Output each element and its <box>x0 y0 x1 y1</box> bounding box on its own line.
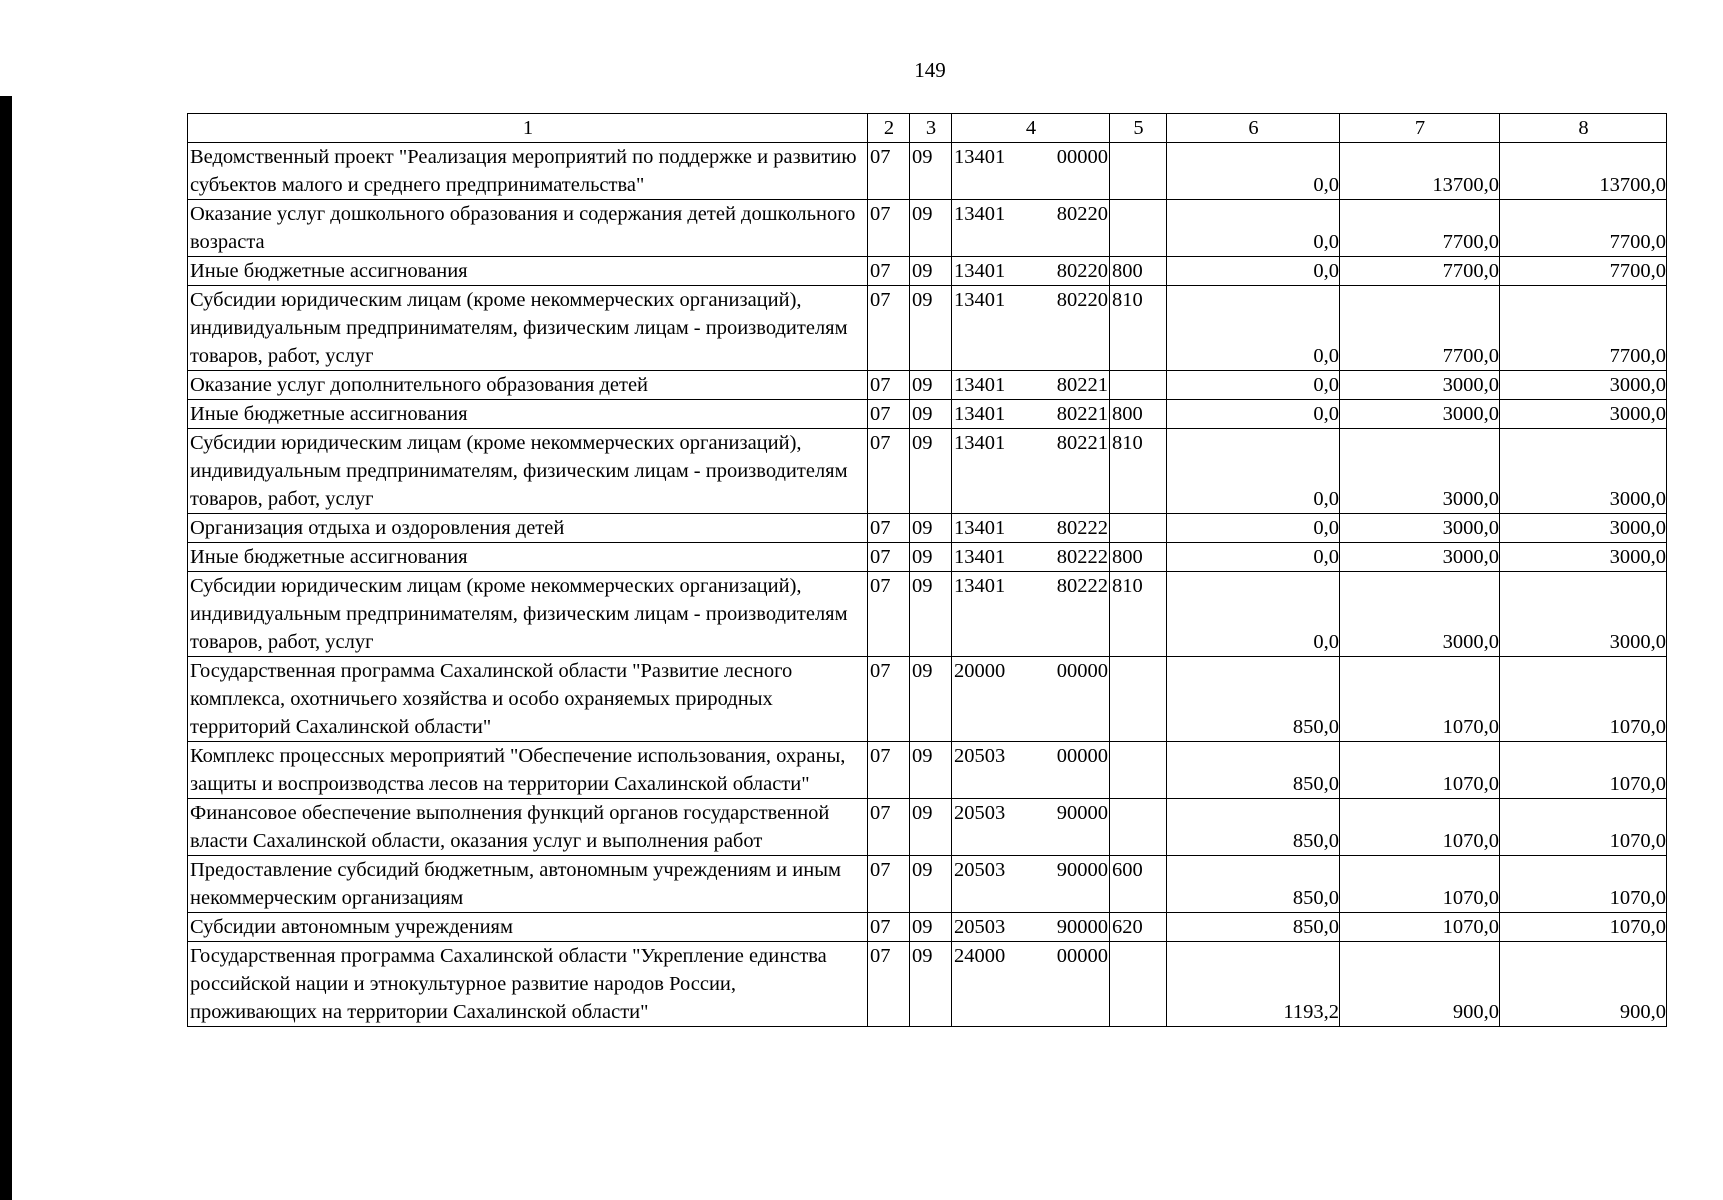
row-csr-program-code: 13401 <box>954 575 1006 597</box>
row-rz-cell: 07 <box>868 572 910 657</box>
header-col-1: 1 <box>188 114 868 143</box>
row-csr-cell <box>952 942 1110 1027</box>
row-csr-program-code: 13401 <box>954 203 1006 225</box>
row-value-col6: 850,0 <box>1167 856 1340 913</box>
row-rz-cell: 07 <box>868 429 910 514</box>
table-row <box>188 657 1667 742</box>
row-value-col7: 900,0 <box>1340 942 1500 1027</box>
row-csr-direction-code: 80222 <box>1056 575 1108 597</box>
row-vr-cell: 620 <box>1110 913 1167 942</box>
row-csr-program-code: 13401 <box>954 374 1006 396</box>
row-value-col8: 3000,0 <box>1500 429 1667 514</box>
row-value-col8: 1070,0 <box>1500 856 1667 913</box>
page-number: 149 <box>914 58 946 82</box>
row-name-cell: Государственная программа Сахалинской области "Укрепление единства российской нации и этнокультурное развитие народов России, проживающих на территории Сахалинской области" <box>188 942 868 1027</box>
row-value-col7: 3000,0 <box>1340 543 1500 572</box>
row-value-col7: 1070,0 <box>1340 856 1500 913</box>
row-rz-cell: 07 <box>868 942 910 1027</box>
row-vr-cell <box>1110 200 1167 257</box>
row-csr-cell <box>952 514 1110 543</box>
row-value-col7: 1070,0 <box>1340 799 1500 856</box>
row-value-col6: 0,0 <box>1167 286 1340 371</box>
row-csr-direction-code: 00000 <box>1056 745 1108 767</box>
row-csr-cell <box>952 543 1110 572</box>
row-vr-cell <box>1110 143 1167 200</box>
row-vr-cell: 810 <box>1110 429 1167 514</box>
row-value-col8: 13700,0 <box>1500 143 1667 200</box>
table-row <box>188 543 1667 572</box>
row-prz-cell: 09 <box>910 543 952 572</box>
row-value-col8: 1070,0 <box>1500 657 1667 742</box>
row-prz-cell: 09 <box>910 799 952 856</box>
row-vr-cell: 800 <box>1110 257 1167 286</box>
row-value-col6: 0,0 <box>1167 429 1340 514</box>
row-value-col7: 13700,0 <box>1340 143 1500 200</box>
table-body <box>188 114 1667 1027</box>
row-value-col6: 850,0 <box>1167 657 1340 742</box>
row-csr-direction-code: 80222 <box>1056 546 1108 568</box>
row-value-col7: 7700,0 <box>1340 200 1500 257</box>
row-csr-cell <box>952 429 1110 514</box>
row-csr-direction-code: 80221 <box>1056 403 1108 425</box>
row-csr-program-code: 20503 <box>954 745 1006 767</box>
row-name-cell: Комплекс процессных мероприятий "Обеспечение использования, охраны, защиты и воспроизводства лесов на территории Сахалинской области" <box>188 742 868 799</box>
table-row <box>188 942 1667 1027</box>
scan-border-edge <box>0 96 12 1200</box>
table-row <box>188 371 1667 400</box>
row-prz-cell: 09 <box>910 657 952 742</box>
row-prz-cell: 09 <box>910 257 952 286</box>
header-col-2: 2 <box>868 114 910 143</box>
row-name-cell: Ведомственный проект "Реализация мероприятий по поддержке и развитию субъектов малого и среднего предпринимательства" <box>188 143 868 200</box>
row-name-cell: Иные бюджетные ассигнования <box>188 257 868 286</box>
row-prz-cell: 09 <box>910 286 952 371</box>
table-header-row <box>188 114 1667 143</box>
row-vr-cell <box>1110 799 1167 856</box>
row-value-col6: 0,0 <box>1167 371 1340 400</box>
row-csr-cell <box>952 257 1110 286</box>
row-rz-cell: 07 <box>868 286 910 371</box>
row-csr-program-code: 20000 <box>954 660 1006 682</box>
row-prz-cell: 09 <box>910 200 952 257</box>
row-csr-program-code: 13401 <box>954 546 1006 568</box>
table-row <box>188 913 1667 942</box>
row-rz-cell: 07 <box>868 742 910 799</box>
row-name-cell: Оказание услуг дополнительного образования детей <box>188 371 868 400</box>
row-value-col7: 7700,0 <box>1340 286 1500 371</box>
row-value-col7: 3000,0 <box>1340 429 1500 514</box>
row-value-col8: 7700,0 <box>1500 200 1667 257</box>
table-row <box>188 514 1667 543</box>
row-rz-cell: 07 <box>868 913 910 942</box>
row-value-col6: 0,0 <box>1167 514 1340 543</box>
row-value-col8: 3000,0 <box>1500 400 1667 429</box>
row-prz-cell: 09 <box>910 856 952 913</box>
row-csr-direction-code: 00000 <box>1056 660 1108 682</box>
row-name-cell: Субсидии автономным учреждениям <box>188 913 868 942</box>
row-prz-cell: 09 <box>910 143 952 200</box>
row-csr-program-code: 20503 <box>954 802 1006 824</box>
row-csr-direction-code: 80220 <box>1056 260 1108 282</box>
row-csr-cell <box>952 143 1110 200</box>
row-value-col8: 3000,0 <box>1500 543 1667 572</box>
row-value-col6: 0,0 <box>1167 543 1340 572</box>
header-col-6: 6 <box>1167 114 1340 143</box>
row-value-col6: 0,0 <box>1167 143 1340 200</box>
row-prz-cell: 09 <box>910 400 952 429</box>
row-vr-cell <box>1110 514 1167 543</box>
row-value-col6: 850,0 <box>1167 913 1340 942</box>
row-csr-direction-code: 80221 <box>1056 432 1108 454</box>
row-prz-cell: 09 <box>910 572 952 657</box>
row-rz-cell: 07 <box>868 143 910 200</box>
row-value-col8: 900,0 <box>1500 942 1667 1027</box>
row-rz-cell: 07 <box>868 400 910 429</box>
row-rz-cell: 07 <box>868 799 910 856</box>
row-vr-cell <box>1110 657 1167 742</box>
table-row <box>188 742 1667 799</box>
table-row <box>188 856 1667 913</box>
row-csr-direction-code: 80220 <box>1056 289 1108 311</box>
table-row <box>188 143 1667 200</box>
row-csr-program-code: 13401 <box>954 146 1006 168</box>
row-vr-cell: 600 <box>1110 856 1167 913</box>
row-rz-cell: 07 <box>868 856 910 913</box>
row-name-cell: Финансовое обеспечение выполнения функций органов государственной власти Сахалинской области, оказания услуг и выполнения работ <box>188 799 868 856</box>
row-rz-cell: 07 <box>868 514 910 543</box>
table-row <box>188 429 1667 514</box>
row-csr-cell <box>952 572 1110 657</box>
row-name-cell: Оказание услуг дошкольного образования и содержания детей дошкольного возраста <box>188 200 868 257</box>
row-name-cell: Субсидии юридическим лицам (кроме некоммерческих организаций), индивидуальным предпринимателям, физическим лицам - производителям товаров, работ, услуг <box>188 286 868 371</box>
row-csr-direction-code: 80222 <box>1056 517 1108 539</box>
header-col-7: 7 <box>1340 114 1500 143</box>
row-vr-cell: 810 <box>1110 286 1167 371</box>
row-name-cell: Субсидии юридическим лицам (кроме некоммерческих организаций), индивидуальным предпринимателям, физическим лицам - производителям товаров, работ, услуг <box>188 429 868 514</box>
row-csr-cell <box>952 742 1110 799</box>
row-value-col6: 0,0 <box>1167 400 1340 429</box>
row-prz-cell: 09 <box>910 429 952 514</box>
row-value-col8: 7700,0 <box>1500 257 1667 286</box>
row-value-col7: 1070,0 <box>1340 742 1500 799</box>
row-value-col7: 1070,0 <box>1340 913 1500 942</box>
row-vr-cell <box>1110 371 1167 400</box>
row-value-col7: 1070,0 <box>1340 657 1500 742</box>
row-value-col7: 7700,0 <box>1340 257 1500 286</box>
row-vr-cell: 810 <box>1110 572 1167 657</box>
row-value-col7: 3000,0 <box>1340 371 1500 400</box>
row-csr-direction-code: 00000 <box>1056 945 1108 967</box>
row-csr-program-code: 13401 <box>954 403 1006 425</box>
row-vr-cell: 800 <box>1110 543 1167 572</box>
row-prz-cell: 09 <box>910 742 952 799</box>
row-rz-cell: 07 <box>868 200 910 257</box>
row-csr-program-code: 20503 <box>954 916 1006 938</box>
row-value-col6: 0,0 <box>1167 257 1340 286</box>
row-value-col8: 1070,0 <box>1500 913 1667 942</box>
header-col-4: 4 <box>952 114 1110 143</box>
row-value-col8: 3000,0 <box>1500 572 1667 657</box>
row-vr-cell <box>1110 942 1167 1027</box>
budget-table <box>187 113 1667 1027</box>
row-csr-program-code: 24000 <box>954 945 1006 967</box>
row-csr-cell <box>952 200 1110 257</box>
table-row <box>188 799 1667 856</box>
row-value-col6: 850,0 <box>1167 742 1340 799</box>
table-row <box>188 400 1667 429</box>
row-csr-direction-code: 90000 <box>1056 916 1108 938</box>
row-name-cell: Государственная программа Сахалинской области "Развитие лесного комплекса, охотничьего хозяйства и особо охраняемых природных территорий Сахалинской области" <box>188 657 868 742</box>
row-csr-cell <box>952 799 1110 856</box>
row-value-col7: 3000,0 <box>1340 572 1500 657</box>
row-rz-cell: 07 <box>868 543 910 572</box>
row-csr-cell <box>952 856 1110 913</box>
header-col-8: 8 <box>1500 114 1667 143</box>
row-csr-direction-code: 80220 <box>1056 203 1108 225</box>
row-value-col8: 7700,0 <box>1500 286 1667 371</box>
row-csr-cell <box>952 400 1110 429</box>
row-prz-cell: 09 <box>910 913 952 942</box>
row-value-col7: 3000,0 <box>1340 514 1500 543</box>
row-value-col7: 3000,0 <box>1340 400 1500 429</box>
row-csr-direction-code: 90000 <box>1056 802 1108 824</box>
row-csr-program-code: 13401 <box>954 432 1006 454</box>
row-csr-cell <box>952 657 1110 742</box>
row-name-cell: Субсидии юридическим лицам (кроме некоммерческих организаций), индивидуальным предпринимателям, физическим лицам - производителям товаров, работ, услуг <box>188 572 868 657</box>
row-name-cell: Организация отдыха и оздоровления детей <box>188 514 868 543</box>
row-csr-cell <box>952 286 1110 371</box>
row-name-cell: Иные бюджетные ассигнования <box>188 400 868 429</box>
row-csr-program-code: 13401 <box>954 260 1006 282</box>
row-value-col6: 1193,2 <box>1167 942 1340 1027</box>
row-csr-direction-code: 90000 <box>1056 859 1108 881</box>
row-name-cell: Иные бюджетные ассигнования <box>188 543 868 572</box>
header-col-3: 3 <box>910 114 952 143</box>
row-vr-cell <box>1110 742 1167 799</box>
row-value-col8: 3000,0 <box>1500 371 1667 400</box>
row-name-cell: Предоставление субсидий бюджетным, автономным учреждениям и иным некоммерческим организациям <box>188 856 868 913</box>
row-vr-cell: 800 <box>1110 400 1167 429</box>
row-prz-cell: 09 <box>910 942 952 1027</box>
row-csr-direction-code: 80221 <box>1056 374 1108 396</box>
table-row <box>188 257 1667 286</box>
row-value-col8: 1070,0 <box>1500 742 1667 799</box>
row-rz-cell: 07 <box>868 657 910 742</box>
row-csr-direction-code: 00000 <box>1056 146 1108 168</box>
table-row <box>188 200 1667 257</box>
row-rz-cell: 07 <box>868 257 910 286</box>
header-col-5: 5 <box>1110 114 1167 143</box>
row-value-col6: 850,0 <box>1167 799 1340 856</box>
row-csr-cell <box>952 913 1110 942</box>
row-prz-cell: 09 <box>910 371 952 400</box>
row-value-col8: 3000,0 <box>1500 514 1667 543</box>
row-prz-cell: 09 <box>910 514 952 543</box>
row-value-col6: 0,0 <box>1167 572 1340 657</box>
table-row <box>188 572 1667 657</box>
row-value-col8: 1070,0 <box>1500 799 1667 856</box>
row-rz-cell: 07 <box>868 371 910 400</box>
row-csr-program-code: 20503 <box>954 859 1006 881</box>
row-csr-program-code: 13401 <box>954 517 1006 539</box>
row-csr-program-code: 13401 <box>954 289 1006 311</box>
row-value-col6: 0,0 <box>1167 200 1340 257</box>
row-csr-cell <box>952 371 1110 400</box>
table-row <box>188 286 1667 371</box>
